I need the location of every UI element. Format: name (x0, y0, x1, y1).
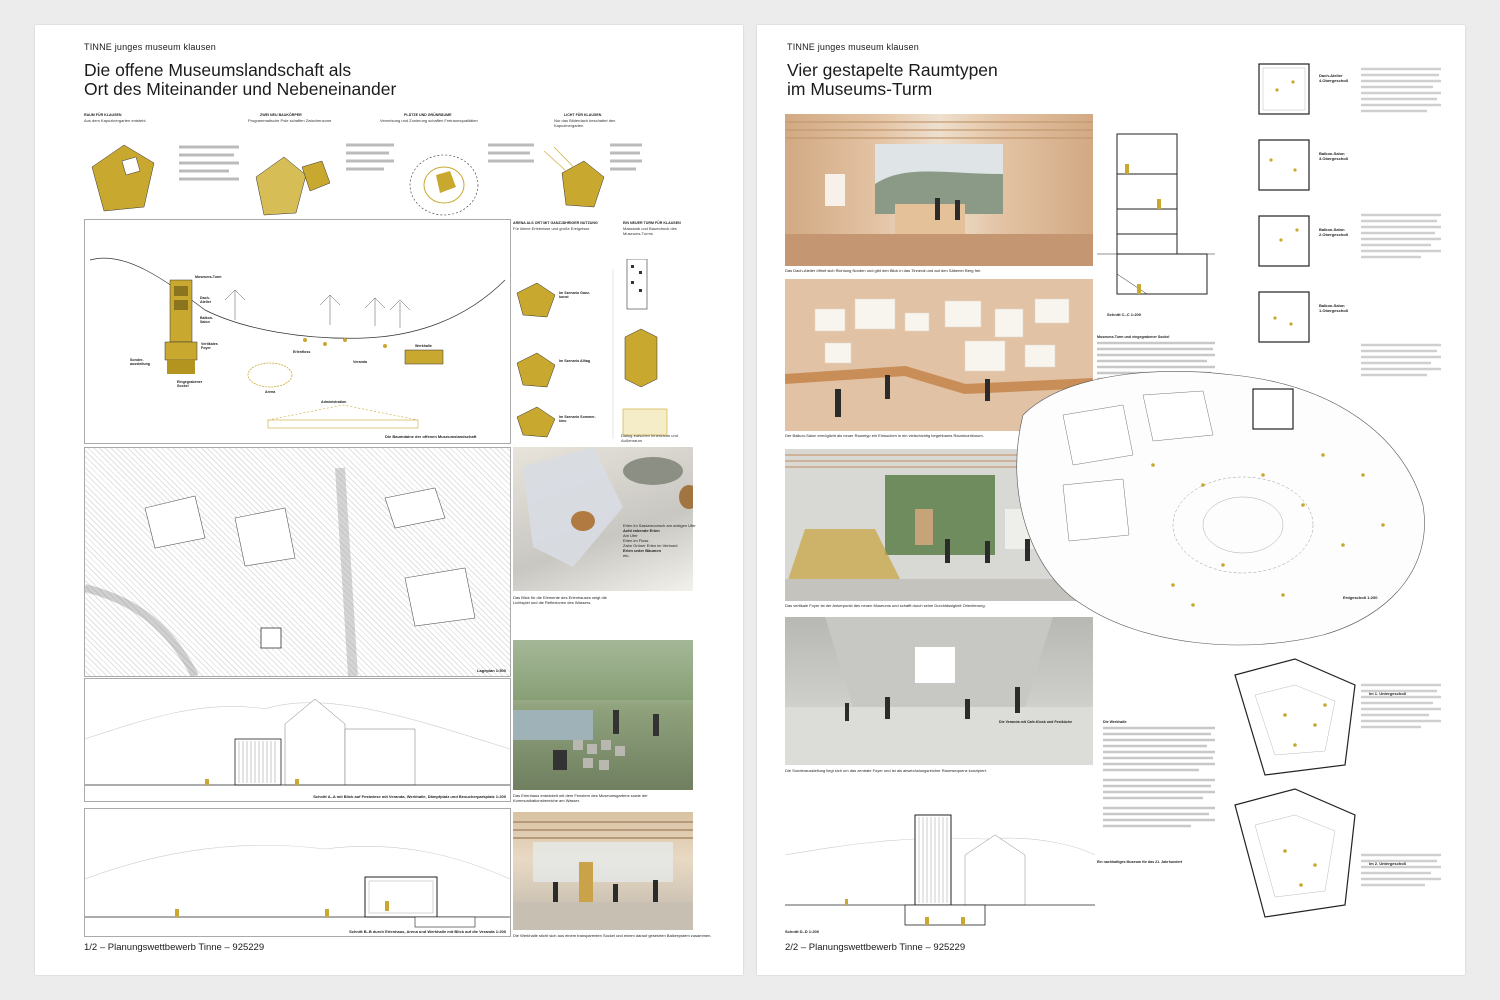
section-bb-caption: Schnitt B–B durch Erlenhaus, Arena und Werkhalle mit Blick auf die Veranda 1:200 (349, 929, 506, 934)
floor-label-2og: Balkon-Salon 2.Obergeschoß (1319, 227, 1349, 237)
erlenhaus-drawing (513, 640, 693, 790)
text-veranda (999, 720, 1099, 724)
schnitt-dd-label: Schnitt D–D 1:200 (785, 929, 820, 934)
title-line-2: Ort des Miteinander und Nebeneinander (84, 79, 397, 99)
title-line-2: im Museums-Turm (787, 79, 933, 99)
arena-scenario-drawings (513, 259, 693, 439)
concept-diagrams (84, 127, 644, 233)
lbl-eingegrabener-sockel: Eingegrabener Sockel (177, 380, 203, 388)
heading-veranda: Die Veranda mit Cafe-Kiosk und Festküche (999, 720, 1073, 724)
erlenhaus-render (513, 640, 693, 790)
poster-sheet-1 (35, 25, 743, 975)
concept-strip (84, 113, 644, 235)
project-kicker: TINNE junges museum klausen (787, 42, 919, 52)
dialog-label: Dialog zwischen Innenraum und Außenraum (621, 433, 678, 443)
floor-label-3og: Balkon-Salon 3.Obergeschoß (1319, 151, 1349, 161)
render-caption-1: Das Dach-Atelier öffnet sich Richtung Norden und gibt den Blick in das Tinneral und auf den Säbener Berg frei. (785, 268, 982, 273)
lbl-veranda: Veranda (353, 360, 367, 364)
lbl-sonderausstellung: Sonder- ausstellung (130, 358, 150, 366)
arena-sub: Für kleine Erlebnisse und große Ereignisse (513, 226, 590, 231)
arena-heading: ARENA ALS ORT MIT GANZJÄHRIGER NUTZUNG (513, 221, 598, 225)
poster-sheet-2 (757, 25, 1465, 975)
upper-floor-plans-drawing (1237, 60, 1317, 360)
concept-sub-2: Programmatische Pole schaffen Zwischenzone (248, 118, 332, 123)
lbl-vertikales-foyer: Vertikales Foyer (201, 342, 218, 350)
concept-heading-1: RAUM FÜR KLAUSEN (84, 113, 122, 117)
section-cc (1097, 114, 1215, 334)
section-dd (785, 795, 1095, 940)
ground-floor-plan (1003, 355, 1433, 655)
sheet-footer: 2/2 – Planungswettbewerb Tinne – 925229 (785, 942, 966, 953)
section-bb-drawing (85, 809, 510, 936)
ug2-label: Im 2. Untergeschoß (1369, 861, 1407, 866)
eg-label: Erdgeschoß 1:200 (1343, 595, 1378, 600)
tower-heading: EIN NEUER TURM FÜR KLAUSEN (623, 221, 681, 225)
arena-tower-column (513, 219, 693, 442)
site-diagram-drawing (85, 220, 510, 443)
ug1-label: Im 1. Untergeschoß (1369, 691, 1407, 696)
section-cc-drawing (1097, 114, 1215, 324)
lbl-balkon-salon: Balkon- Salon (200, 316, 214, 324)
site-concept-diagram (84, 219, 511, 444)
lageplan-drawing (85, 448, 510, 676)
schnitt-cc-label: Schnitt C–C 1:200 (1107, 312, 1142, 317)
lbl-arena: Arena (265, 390, 276, 394)
section-aa (84, 678, 511, 802)
stone-text-line: Erlen im Sassemoorsch am ulotigen Ufer (623, 523, 696, 528)
title-line-1: Die offene Museumslandschaft als (84, 60, 352, 80)
text-werkhalle (1103, 720, 1215, 864)
section-bb (84, 808, 511, 937)
stone-text-line: Acht rahende Erlen (623, 528, 660, 533)
title-line-1: Vier gestapelte Raumtypen (787, 60, 998, 80)
lageplan-site-plan (84, 447, 511, 677)
render-1-drawing (785, 114, 1093, 266)
heading-werkhalle: Die Werkhalle (1103, 720, 1127, 724)
basement-plans (1225, 655, 1365, 935)
stone-text-line: etc. (623, 553, 630, 558)
stone-text-line: Am Ufer (623, 533, 638, 538)
scenario-2-label: Im Szenario Alltag (559, 359, 591, 363)
project-kicker: TINNE junges museum klausen (84, 42, 216, 52)
section-aa-drawing (85, 679, 510, 801)
stone-text-line: Zahn Grüner Erlen im Verbund (623, 543, 678, 548)
heading-museums-turm: Museums-Turm und eingegrabener Sockel (1097, 335, 1170, 339)
section-aa-caption: Schnitt A–A mit Blick auf Festwiese mit Veranda, Werkhalle, Dämpfplatz und Besucherparkplatz 1:200 (313, 794, 506, 799)
lbl-erlenfloss: Erlenfloss (293, 350, 311, 354)
section-dd-drawing (785, 795, 1095, 935)
stone-photo-drawing (513, 447, 693, 591)
stone-material-photo (513, 447, 693, 591)
lbl-museums-turm: Museums-Turm (195, 275, 222, 279)
stone-text-line: Erlen unter Bäumen (623, 548, 662, 553)
lbl-dach-atelier: Dach- Atelier (200, 296, 212, 304)
ground-floor-plan-drawing (1003, 355, 1433, 655)
stone-text-block (623, 523, 703, 558)
concept-sub-4: Nur das Bilderdach beschattet den Kapuzinergarten (554, 118, 616, 128)
floor-label-1og: Balkon-Salon 1.Obergeschoß (1319, 303, 1349, 313)
render-caption-2: Der Balkon-Salon ermöglicht als neuer Raumtyp ein Einsuchen in ein vielschichtig begehbares Raumkontinuum. (785, 433, 984, 438)
diagram-caption: Die Baumdaine der offenen Museumslandschaft (385, 434, 477, 439)
werkhalle-drawing (513, 812, 693, 930)
upper-floor-plans (1237, 60, 1317, 360)
concept-sub-3: Vernetzung und Zonierung schaffen Freiraumqualitäten (380, 118, 478, 123)
sheet-footer: 1/2 – Planungswettbewerb Tinne – 925229 (84, 942, 265, 953)
heading-nachhaltig: Ein nachhaltiges Museum für das 21. Jahrhundert (1097, 860, 1183, 864)
stone-caption: Das Blick für die Elemente des Erlenhauses zeigt die Lichtspiel und die Reflexionen des Wassers. (513, 595, 607, 605)
stone-text-line: Erlen im Fluss (623, 538, 649, 543)
tower-sub: Massstab und Baumdruck des Museums-Turms (623, 226, 677, 236)
page-title (787, 61, 998, 99)
render-caption-4: Die Sonderausstellung liegt sich um das zentrale Foyer und ist als abwechslungsreicher Raumsequenz konzipiert. (785, 768, 987, 773)
lbl-administration: Administration (321, 400, 347, 404)
page-title (84, 61, 396, 99)
concept-heading-2: ZWEI NEU BAUKÖRPER (260, 113, 302, 117)
werkhalle-caption: Die Werkhalle sticht sich aus einem transparenten Sockel und einem darauf gesetzten Balkenystem zusammen. (513, 933, 712, 938)
concept-heading-3: PLÄTZE UND GRÜNRÄUME (404, 113, 452, 117)
concept-sub-1: Aus dem Kapuzinergarten entsteht (84, 118, 146, 123)
render-dach-atelier (785, 114, 1093, 266)
text-lines (1103, 724, 1215, 864)
scenario-1-label: Im Szenario Ganz- kunst (559, 291, 591, 299)
erlenhaus-caption: Das Erlenhaus entwickelt mit dem Fenstern des Museumsgartens sowie der Kommunikationsbereiche am Wasser. (513, 793, 648, 803)
scenario-3-label: Im Szenario Sommer- kino (559, 415, 596, 423)
lbl-werkhalle: Werkhalle (415, 344, 432, 348)
concept-heading-4: LICHT FÜR KLAUSEN (564, 113, 602, 117)
render-caption-3: Das vertikale Foyer ist der Ankerpunkt des neuen Museums und schafft durch seine Durchlässigkeit Orientierung. (785, 603, 986, 608)
text-nachhaltig (1097, 860, 1215, 864)
werkhalle-render (513, 812, 693, 930)
lageplan-label: Lageplan 1:500 (477, 668, 506, 673)
basement-plans-drawing (1225, 655, 1365, 935)
floor-label-4og: Dach-Atelier 4.Obergeschoß (1319, 73, 1349, 83)
